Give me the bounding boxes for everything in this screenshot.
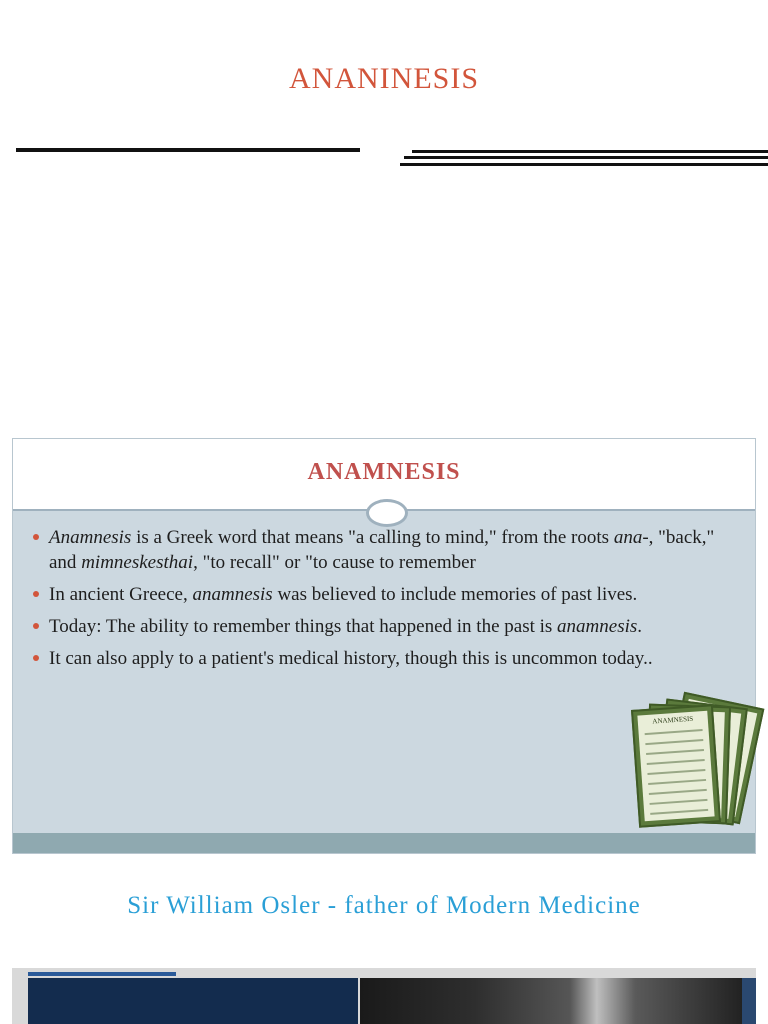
bullet-italic-term: anamnesis	[192, 584, 273, 605]
bullet-text: , "to recall" or "to cause to remember	[193, 552, 476, 573]
bullet-item	[33, 525, 733, 575]
bullet-italic-term: mimneskesthai	[81, 552, 194, 573]
slide	[12, 438, 756, 854]
bottom-navy-accent	[28, 972, 176, 976]
bottom-navy-panel	[28, 978, 358, 1024]
bullet-italic-term: ana-	[613, 527, 649, 548]
bullet-item	[33, 646, 733, 671]
header-oval-ornament	[366, 499, 408, 527]
bullet-text: Today: The ability to remember things that happened in the past is	[49, 616, 558, 637]
bullet-text: was believed to include memories of past lives.	[272, 584, 638, 605]
caption: Sir William Osler - father of Modern Medicine	[127, 892, 641, 919]
osler-photo	[360, 978, 742, 1024]
page-title: ANANINESIS	[289, 62, 479, 95]
bullet-text: In ancient Greece,	[49, 584, 193, 605]
bullet-item	[33, 582, 733, 607]
slide-footer-bar	[13, 833, 755, 853]
bottom-photo-edge	[742, 978, 756, 1024]
bullet-list	[33, 525, 733, 678]
bullet-text: .	[637, 616, 643, 637]
bullet-text: It can also apply to a patient's medical history, though this is uncommon today..	[49, 648, 653, 669]
bullet-text: is a Greek word that means "a calling to mind," from the roots	[131, 527, 614, 548]
bullet-text: , "back," and	[49, 527, 715, 573]
bullet-item	[33, 614, 733, 639]
medical-forms-image	[635, 693, 755, 833]
bullet-italic-term: Anamnesis	[49, 527, 132, 548]
slide-title: ANAMNESIS	[307, 459, 461, 485]
form-title: ANAMNESIS	[652, 714, 694, 726]
bullet-italic-term: anamnesis	[557, 616, 638, 637]
